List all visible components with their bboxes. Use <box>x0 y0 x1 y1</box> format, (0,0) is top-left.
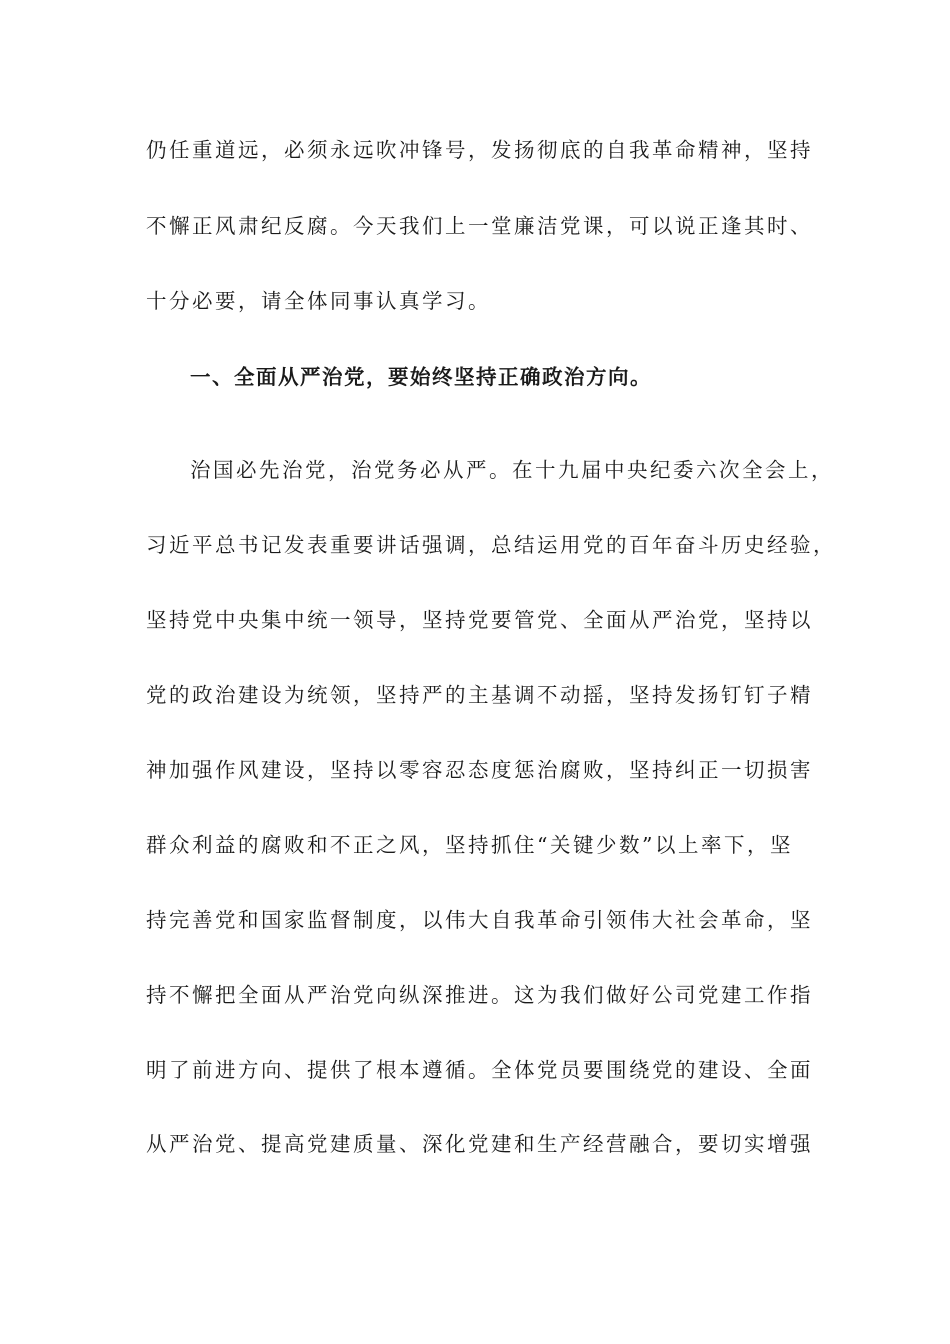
paragraph-line: 十分必要，请全体同事认真学习。 <box>146 289 491 313</box>
paragraph-line: 仍任重道远，必须永远吹冲锋号，发扬彻底的自我革命精神，坚持 <box>146 138 813 162</box>
paragraph-line: 坚持党中央集中统一领导，坚持党要管党、全面从严治党，坚持以 <box>146 608 813 632</box>
paragraph-line: 治国必先治党，治党务必从严。在十九届中央纪委六次全会上， <box>190 458 834 482</box>
paragraph-line: 习近平总书记发表重要讲话强调，总结运用党的百年奋斗历史经验， <box>146 533 836 557</box>
paragraph-line: 群众利益的腐败和不正之风，坚持抓住“关键少数”以上率下，坚 <box>146 833 793 857</box>
paragraph-line: 神加强作风建设，坚持以零容忍态度惩治腐败，坚持纠正一切损害 <box>146 758 813 782</box>
paragraph-line: 不懈正风肃纪反腐。今天我们上一堂廉洁党课，可以说正逢其时、 <box>146 214 813 238</box>
paragraph-line: 明了前进方向、提供了根本遵循。全体党员要围绕党的建设、全面 <box>146 1058 813 1082</box>
paragraph-line: 持不懈把全面从严治党向纵深推进。这为我们做好公司党建工作指 <box>146 983 813 1007</box>
paragraph-line: 从严治党、提高党建质量、深化党建和生产经营融合，要切实增强 <box>146 1132 813 1156</box>
paragraph-line: 党的政治建设为统领，坚持严的主基调不动摇，坚持发扬钉钉子精 <box>146 683 813 707</box>
paragraph-line: 持完善党和国家监督制度，以伟大自我革命引领伟大社会革命，坚 <box>146 908 813 932</box>
section-heading: 一、全面从严治党，要始终坚持正确政治方向。 <box>190 365 652 389</box>
